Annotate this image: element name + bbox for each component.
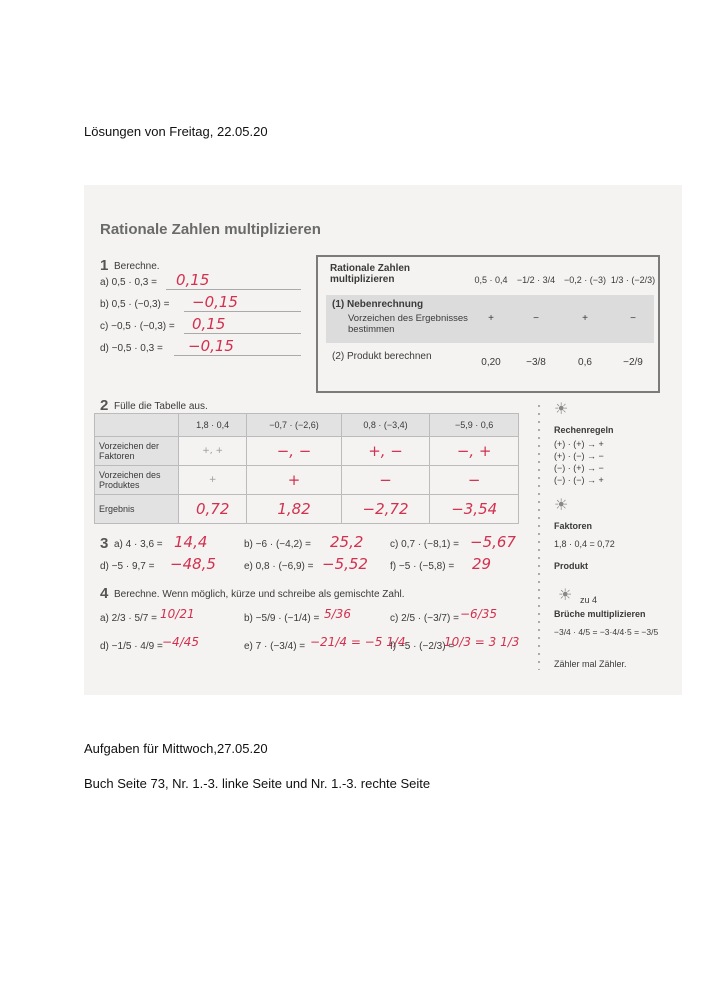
task3-answer-a: 14,4 <box>174 533 208 551</box>
table-cell: +, + <box>179 437 247 466</box>
info-r1-1: + <box>488 313 494 324</box>
task3-q-d: d) −5 · 9,7 = <box>100 561 155 572</box>
task1-answer-d: −0,15 <box>188 337 234 355</box>
task1-q-b: b) 0,5 · (−0,3) = <box>100 299 170 310</box>
task3-q-a: a) 4 · 3,6 = <box>114 539 163 550</box>
fractions-example: −3/4 · 4/5 = −3·4/4·5 = −3/5 <box>554 627 659 637</box>
info-r1-4: − <box>630 313 636 324</box>
worksheet-scan <box>84 185 682 695</box>
task4-q-c: c) 2/5 · (−3/7) = <box>390 613 459 624</box>
task1-q-d: d) −0,5 · 0,3 = <box>100 343 163 354</box>
info-box <box>316 255 660 393</box>
info-col-2: −1/2 · 3/4 <box>516 275 556 285</box>
task4-q-d: d) −1/5 · 4/9 = <box>100 641 163 652</box>
task2-label: Fülle die Tabelle aus. <box>114 401 208 412</box>
rules-title: Rechenregeln <box>554 425 614 435</box>
table-cell: − <box>341 466 430 495</box>
answer-line <box>184 333 301 334</box>
task1-answer-a: 0,15 <box>176 271 210 289</box>
assignment-text: Buch Seite 73, Nr. 1.-3. linke Seite und Nr. 1.-3. rechte Seite <box>84 776 431 791</box>
info-r1-3: + <box>582 313 588 324</box>
info-r2-3: 0,6 <box>578 357 592 368</box>
table-row-label: Vorzeichen der Faktoren <box>95 437 179 466</box>
task1-number: 1 <box>100 257 109 274</box>
task1-label: Berechne. <box>114 261 160 272</box>
task3-answer-d: −48,5 <box>170 555 216 573</box>
task1-answer-c: 0,15 <box>192 315 226 333</box>
info-col-1: 0,5 · 0,4 <box>474 275 508 285</box>
table-corner <box>95 414 179 437</box>
dotted-divider <box>538 405 540 670</box>
table-cell: 1,82 <box>247 495 341 524</box>
info-r2-4: −2/9 <box>623 357 643 368</box>
task3-q-f: f) −5 · (−5,8) = <box>390 561 455 572</box>
task4-answer-c: −6/35 <box>460 607 498 621</box>
table-row-label: Ergebnis <box>95 495 179 524</box>
info-col-4: 1/3 · (−2/3) <box>610 275 656 285</box>
info-r1-2: − <box>533 313 539 324</box>
info-row2-label: (2) Produkt berechnen <box>332 351 432 362</box>
task1-answer-b: −0,15 <box>192 293 238 311</box>
table-cell: +, − <box>341 437 430 466</box>
task4-q-f: f) −5 · (−2/3) = <box>390 641 455 652</box>
task4-q-a: a) 2/3 · 5/7 = <box>100 613 157 624</box>
table-cell: −, + <box>430 437 519 466</box>
task4-number: 4 <box>100 585 109 602</box>
answer-line <box>184 311 301 312</box>
table-cell: −2,72 <box>341 495 430 524</box>
table-cell: −3,54 <box>430 495 519 524</box>
fractions-note: Zähler mal Zähler. <box>554 659 627 669</box>
rule-4: (−) · (−) → + <box>554 475 604 485</box>
task2-number: 2 <box>100 397 109 414</box>
task4-q-b: b) −5/9 · (−1/4) = <box>244 613 320 624</box>
task3-q-e: e) 0,8 · (−6,9) = <box>244 561 314 572</box>
table-cell: − <box>430 466 519 495</box>
worksheet-heading: Rationale Zahlen multiplizieren <box>100 221 321 238</box>
task1-q-c: c) −0,5 · (−0,3) = <box>100 321 175 332</box>
task3-q-b: b) −6 · (−4,2) = <box>244 539 311 550</box>
task3-answer-b: 25,2 <box>330 533 364 551</box>
table-col-header: −5,9 · 0,6 <box>430 414 519 437</box>
task4-answer-d: −4/45 <box>162 635 200 649</box>
table-row-label: Vorzeichen des Produktes <box>95 466 179 495</box>
table-cell: + <box>179 466 247 495</box>
answer-line <box>166 289 301 290</box>
info-col-3: −0,2 · (−3) <box>563 275 607 285</box>
info-row1-label: (1) Nebenrechnung <box>332 299 424 310</box>
rule-3: (−) · (+) → − <box>554 463 604 473</box>
task4-q-e: e) 7 · (−3/4) = <box>244 641 306 652</box>
info-box-title: Rationale Zahlen multiplizieren <box>330 263 411 285</box>
page-title: Lösungen von Freitag, 22.05.20 <box>84 124 268 139</box>
table-col-header: −0,7 · (−2,6) <box>247 414 341 437</box>
table-cell: 0,72 <box>179 495 247 524</box>
task4-answer-e: −21/4 = −5 1/4 <box>310 635 406 649</box>
product-title: Produkt <box>554 561 589 571</box>
side-ref: zu 4 <box>580 595 598 605</box>
info-row1-sub: Vorzeichen des Ergebnisses bestimmen <box>348 313 468 335</box>
task4-label: Berechne. Wenn möglich, kürze und schreibe als gemischte Zahl. <box>114 589 405 600</box>
factors-example: 1,8 · 0,4 = 0,72 <box>554 539 615 549</box>
assignment-title: Aufgaben für Mittwoch,27.05.20 <box>84 741 268 756</box>
task3-number: 3 <box>100 535 109 552</box>
answer-line <box>174 355 301 356</box>
task4-answer-f: 10/3 = 3 1/3 <box>444 635 520 649</box>
rule-2: (+) · (−) → − <box>554 451 604 461</box>
task4-answer-b: 5/36 <box>324 607 351 621</box>
task3-answer-c: −5,67 <box>470 533 516 551</box>
table-cell: −, − <box>247 437 341 466</box>
task3-answer-f: 29 <box>472 555 492 573</box>
task4-answer-a: 10/21 <box>160 607 195 621</box>
fractions-title: Brüche multiplizieren <box>554 609 646 619</box>
table-col-header: 1,8 · 0,4 <box>179 414 247 437</box>
task3-q-c: c) 0,7 · (−8,1) = <box>390 539 459 550</box>
task1-q-a: a) 0,5 · 0,3 = <box>100 277 157 288</box>
task3-answer-e: −5,52 <box>322 555 368 573</box>
lightbulb-icon: ☀ <box>554 401 569 418</box>
factors-title: Faktoren <box>554 521 593 531</box>
task2-table <box>94 413 519 524</box>
info-r2-2: −3/8 <box>526 357 546 368</box>
info-r2-1: 0,20 <box>481 357 501 368</box>
table-col-header: 0,8 · (−3,4) <box>341 414 430 437</box>
table-cell: + <box>247 466 341 495</box>
lightbulb-icon: ☀ <box>554 497 569 514</box>
rule-1: (+) · (+) → + <box>554 439 604 449</box>
lightbulb-icon: ☀ <box>558 587 573 604</box>
